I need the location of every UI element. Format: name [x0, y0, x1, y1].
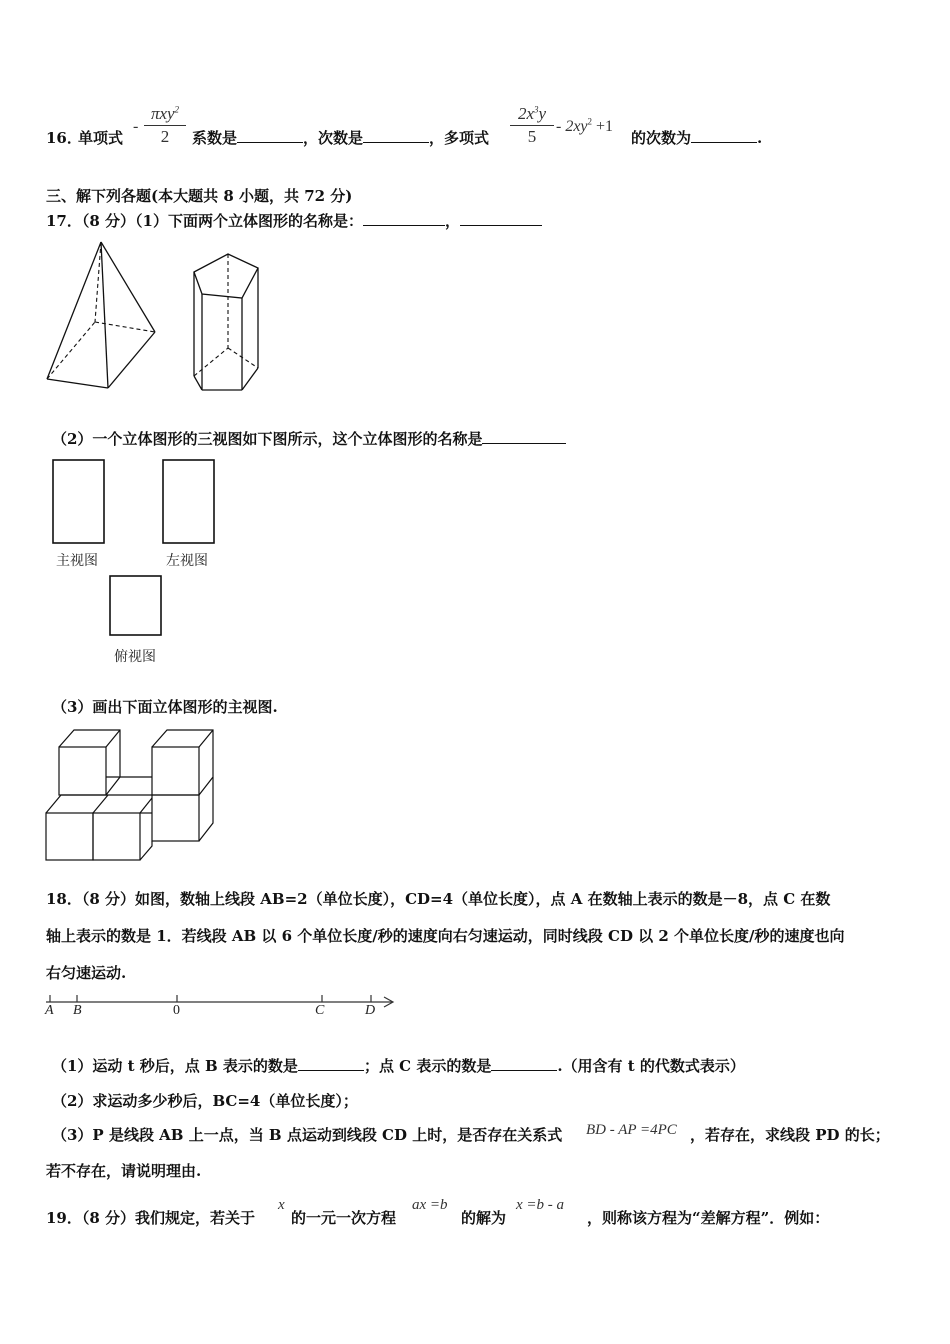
q16-poly-num-y: y	[538, 104, 547, 123]
q19-part-b: 的一元一次方程	[291, 1209, 397, 1227]
axis-label-d: D	[365, 1003, 376, 1018]
q16-monomial-label: 单项式	[78, 129, 124, 147]
front-view-rect	[52, 459, 106, 545]
q16-degree-label: ，次数是	[303, 129, 364, 147]
q16-mono-num: πxy	[150, 104, 175, 123]
pyramid-figure	[40, 238, 165, 393]
front-view-caption: 主视图	[56, 553, 98, 569]
q19-sol: x =b - a	[516, 1197, 565, 1213]
q16-monomial-fraction: πxy$^2$ 2	[144, 104, 186, 147]
axis-label-b: B	[73, 1003, 82, 1018]
section3-title: 三、解下列各题(本大题共 8 小题，共 72 分)	[46, 187, 353, 205]
q18-line2: 轴上表示的数是 1．若线段 AB 以 6 个单位长度/秒的速度向右匀速运动，同时线段 CD 以 2 个单位长度/秒的速度也向	[46, 927, 845, 945]
left-view-caption: 左视图	[166, 553, 208, 569]
q17-part1: 17．（8 分）（1）下面两个立体图形的名称是： ，	[46, 211, 542, 231]
top-view-rect	[109, 575, 163, 637]
q18-sub3b: ，若存在，求线段 PD 的长；	[690, 1126, 890, 1144]
q18-line1: 18．（8 分）如图，数轴上线段 AB=2（单位长度），CD=4（单位长度），点 A 在数轴上表示的数是－8，点 C 在数	[46, 890, 831, 908]
q18-sub1: （1）运动 t 秒后，点 B 表示的数是 ；点 C 表示的数是 .（用含有 t 的代数式表示）	[52, 1057, 745, 1075]
number-line	[44, 992, 399, 1012]
q16-number: 16．	[46, 129, 82, 147]
q16-poly-degree-label: 的次数为 .	[631, 129, 763, 147]
q16-poly-fraction: $2x^3y$ 5	[510, 104, 554, 147]
q17-part3: （3）画出下面立体图形的主视图.	[52, 698, 278, 716]
q18-sub3-math: BD - AP =4PC	[586, 1122, 677, 1138]
q17-part2: （2）一个立体图形的三视图如下图所示，这个立体图形的名称是	[52, 429, 566, 449]
top-view-caption: 俯视图	[114, 649, 156, 665]
q19-eq: ax =b	[412, 1197, 448, 1213]
q19-part-a: 19．（8 分）我们规定，若关于	[46, 1209, 256, 1227]
q19-part-d: ，则称该方程为“差解方程”．例如：	[587, 1209, 830, 1227]
q16-poly-num: 2x	[517, 104, 534, 123]
q16-poly-den: 5	[527, 127, 537, 146]
q18-sub2: （2）求运动多少秒后，BC=4（单位长度）；	[52, 1092, 358, 1110]
q16-poly-rest: - $2xy^2 +1$	[556, 116, 614, 135]
prism-figure	[188, 250, 268, 395]
q16-mono-den: 2	[160, 127, 170, 146]
q16-mono-sign: -	[133, 118, 139, 135]
q16-coef-label: 系数是 ，次数是 ，多项式	[192, 129, 490, 147]
q16-poly-label: ，多项式	[429, 129, 490, 147]
left-view-rect	[162, 459, 216, 545]
axis-label-c: C	[315, 1003, 325, 1018]
q18-line3: 右匀速运动.	[46, 964, 127, 982]
q18-sub3a: （3）P 是线段 AB 上一点，当 B 点运动到线段 CD 上时，是否存在关系式	[52, 1126, 563, 1144]
cube-stack-figure	[44, 726, 216, 864]
q19-x: x	[278, 1197, 285, 1213]
axis-label-a: A	[45, 1003, 54, 1018]
axis-label-zero: 0	[173, 1003, 180, 1018]
q19-part-c: 的解为	[461, 1209, 507, 1227]
q18-sub3c: 若不存在，请说明理由.	[46, 1162, 202, 1180]
